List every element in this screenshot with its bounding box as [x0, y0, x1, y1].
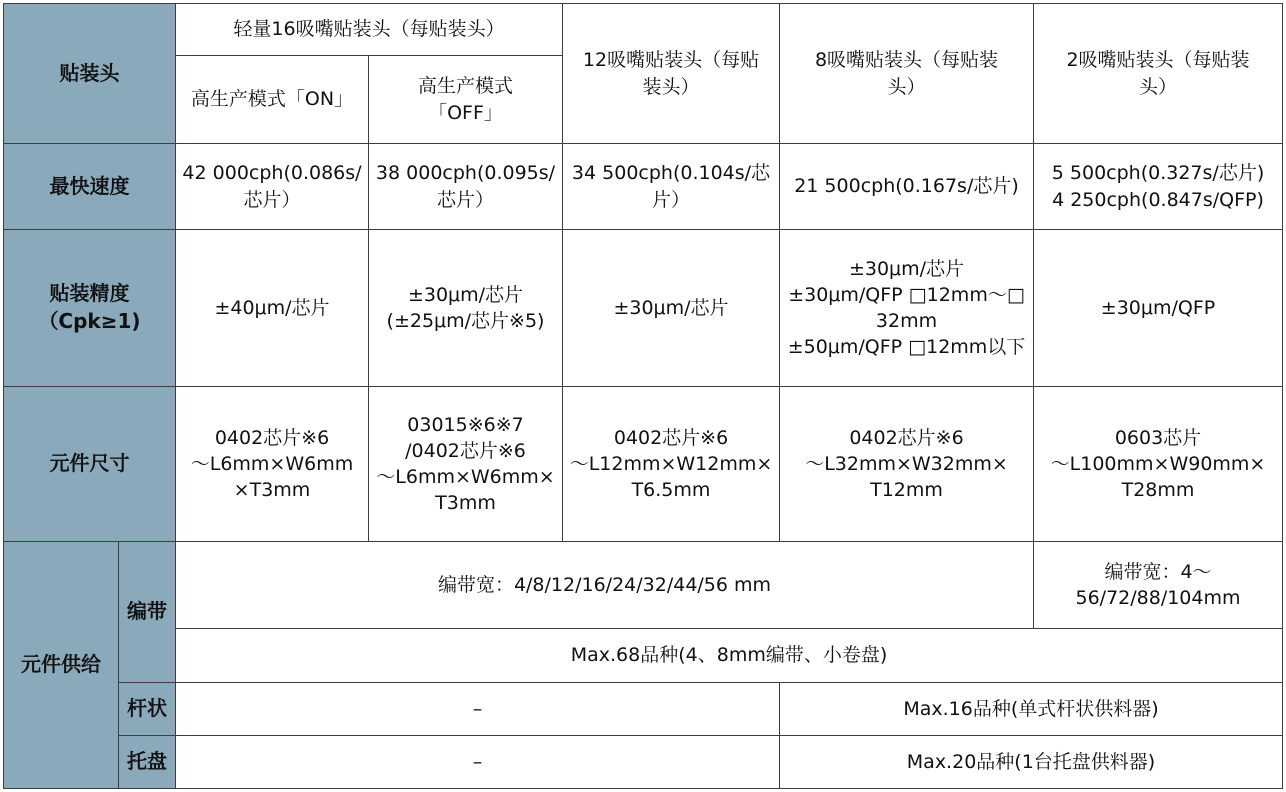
speed-h12: 34 500cph(0.104s/芯 片） — [563, 144, 780, 230]
tape-width: 编带宽：4/8/12/16/24/32/44/56 mm — [176, 542, 1034, 629]
header-high-on: 高生产模式「ON」 — [176, 56, 369, 144]
tray-label: 托盘 — [119, 736, 176, 789]
spec-table — [3, 3, 1283, 789]
size-on: 0402芯片※6 ～L6mm×W6mm ×T3mm — [176, 387, 369, 542]
accuracy-label: 贴装精度 （Cpk≥1) — [4, 230, 176, 387]
speed-h2: 5 500cph(0.327s/芯片) 4 250cph(0.847s/QFP) — [1034, 144, 1283, 230]
tray-right: Max.20品种(1台托盘供料器) — [780, 736, 1283, 789]
accuracy-h2: ±30μm/QFP — [1034, 230, 1283, 387]
accuracy-off: ±30μm/芯片 (±25μm/芯片※5) — [369, 230, 563, 387]
speed-label: 最快速度 — [4, 144, 176, 230]
tape-width-h2: 编带宽：4～ 56/72/88/104mm — [1034, 542, 1283, 629]
header-high-off: 高生产模式 「OFF」 — [369, 56, 563, 144]
accuracy-on: ±40μm/芯片 — [176, 230, 369, 387]
size-h12: 0402芯片※6 ～L12mm×W12mm× T6.5mm — [563, 387, 780, 542]
tape-label: 编带 — [119, 542, 176, 683]
header-h12: 12吸嘴贴装头（每贴 装头） — [563, 4, 780, 144]
header-h8: 8吸嘴贴装头（每贴装 头） — [780, 4, 1034, 144]
speed-on: 42 000cph(0.086s/ 芯片） — [176, 144, 369, 230]
size-label: 元件尺寸 — [4, 387, 176, 542]
size-off: 03015※6※7 /0402芯片※6 ～L6mm×W6mm× T3mm — [369, 387, 563, 542]
stick-label: 杆状 — [119, 683, 176, 736]
header-light16: 轻量16吸嘴贴装头（每贴装头） — [176, 4, 563, 56]
speed-h8: 21 500cph(0.167s/芯片) — [780, 144, 1034, 230]
header-row-label: 贴装头 — [4, 4, 176, 144]
stick-right: Max.16品种(单式杆状供料器) — [780, 683, 1283, 736]
size-h2: 0603芯片 ～L100mm×W90mm× T28mm — [1034, 387, 1283, 542]
tape-max: Max.68品种(4、8mm编带、小卷盘) — [176, 629, 1283, 683]
header-h2: 2吸嘴贴装头（每贴装 头） — [1034, 4, 1283, 144]
stick-left: – — [176, 683, 780, 736]
size-h8: 0402芯片※6 ～L32mm×W32mm× T12mm — [780, 387, 1034, 542]
accuracy-h12: ±30μm/芯片 — [563, 230, 780, 387]
accuracy-h8: ±30μm/芯片 ±30μm/QFP □12mm～□ 32mm ±50μm/QFP □12mm以下 — [780, 230, 1034, 387]
supply-label: 元件供给 — [4, 542, 119, 789]
speed-off: 38 000cph(0.095s/ 芯片） — [369, 144, 563, 230]
tray-left: – — [176, 736, 780, 789]
